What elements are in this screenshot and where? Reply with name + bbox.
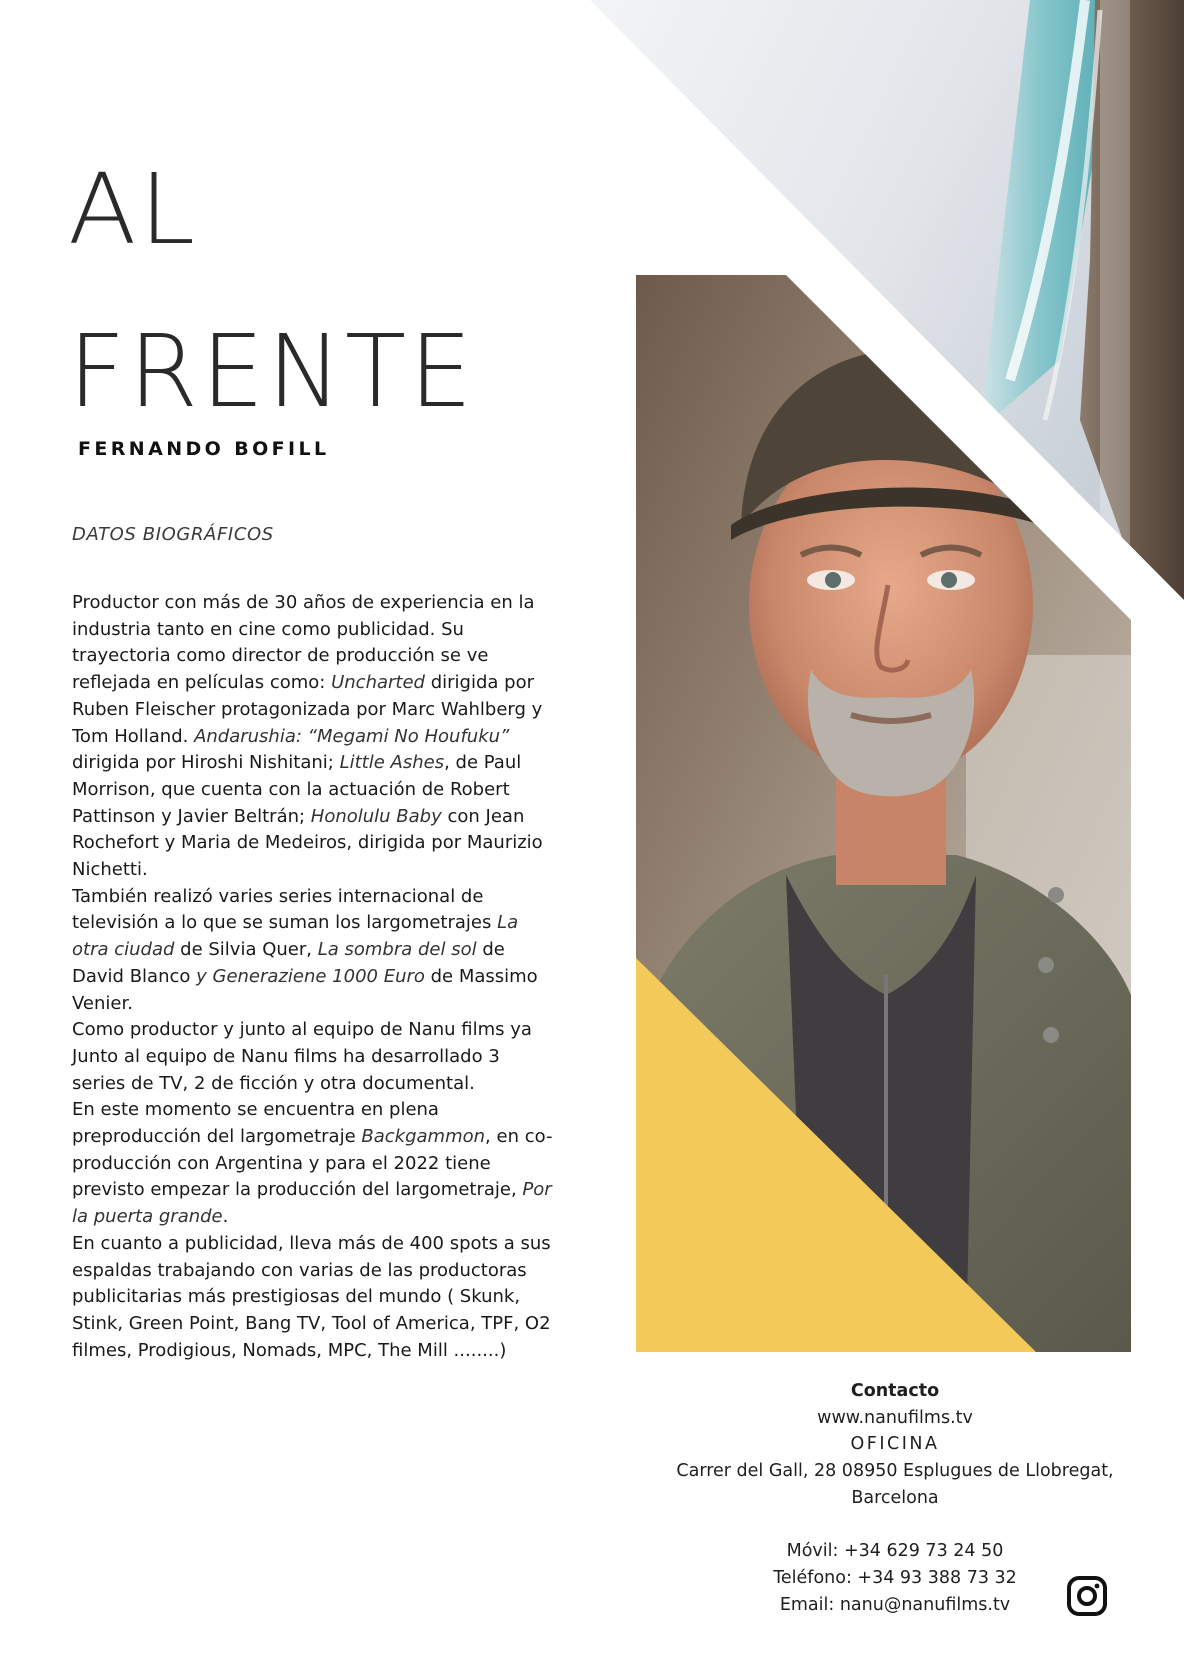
- instagram-icon[interactable]: [1066, 1575, 1108, 1617]
- address-line-1: Carrer del Gall, 28 08950 Esplugues de Llobregat,: [676, 1461, 1114, 1482]
- bio-title: y Generaziene 1000 Euro: [196, 965, 425, 987]
- bio-title: Honolulu Baby: [310, 805, 442, 827]
- bio-segment: de Silvia Quer,: [174, 939, 318, 961]
- person-name: FERNANDO BOFILL: [78, 438, 330, 460]
- bio-segment: , en co- producción con Argentina y para el 2022 tiene previsto empezar la producción del largometraje,: [72, 1126, 553, 1201]
- phone-number: Teléfono: +34 93 388 73 32: [773, 1567, 1017, 1588]
- page-title-line-1: AL: [68, 152, 199, 267]
- section-label: DATOS BIOGRÁFICOS: [72, 524, 274, 545]
- bio-segment: de Massimo Venier. Como productor y junto al equipo de Nanu films ya Junto al equipo de Nanu films ha desarrollado 3 series de TV, 2 de ficción y otra documental. En este momento se encuentra en plena preproducción del largometraje: [72, 965, 538, 1148]
- portrait-photo: [636, 275, 1131, 1352]
- bio-title: La sombra del sol: [317, 939, 477, 961]
- contact-heading: Contacto: [850, 1381, 940, 1401]
- bio-title: Andarushia: “Megami No Houfuku”: [194, 725, 510, 747]
- bio-title: Por la puerta grande: [72, 1179, 552, 1228]
- email-address[interactable]: Email: nanu@nanufilms.tv: [779, 1594, 1011, 1615]
- bio-segment: con Jean Rochefort y Maria de Medeiros, dirigida por Maurizio Nichetti. También realizó varies series internacional de televisión a lo que se suman los largometrajes: [72, 805, 543, 934]
- office-label: OFICINA: [850, 1434, 940, 1455]
- bio-segment: . En cuanto a publicidad, lleva más de 400 spots a sus espaldas trabajando con varias de las productoras publicitarias más prestigiosas del mundo ( Skunk, Stink, Green Point, Bang TV, Tool of America, TPF, O2 filmes, Prodigious, Nomads, MPC, The Mill ........): [72, 1206, 551, 1361]
- bio-title: Little Ashes: [339, 752, 445, 774]
- bio-title: Backgammon: [361, 1126, 486, 1148]
- bio-segment: Productor con más de 30 años de experiencia en la industria tanto en cine como publicidad. Su trayectoria como director de producción se ve reflejada en películas como:: [72, 592, 535, 694]
- mobile-number: Móvil: +34 629 73 24 50: [786, 1541, 1004, 1562]
- biography-text: [72, 590, 558, 1364]
- bio-segment: de David Blanco: [72, 939, 505, 987]
- spacer: [630, 1512, 1160, 1539]
- bio-segment: , de Paul Morrison, que cuenta con la actuación de Robert Pattinson y Javier Beltrán;: [72, 752, 522, 827]
- website-link[interactable]: www.nanufilms.tv: [817, 1407, 973, 1428]
- bio-title: La otra ciudad: [72, 912, 519, 961]
- bio-title: Uncharted: [331, 672, 425, 694]
- bio-segment: dirigida por Ruben Fleischer protagonizada por Marc Wahlberg y Tom Holland.: [72, 672, 543, 747]
- page-title-line-2: FRENTE: [68, 313, 476, 430]
- address-line-2: Barcelona: [851, 1487, 939, 1508]
- bio-segment: dirigida por Hiroshi Nishitani;: [72, 752, 340, 774]
